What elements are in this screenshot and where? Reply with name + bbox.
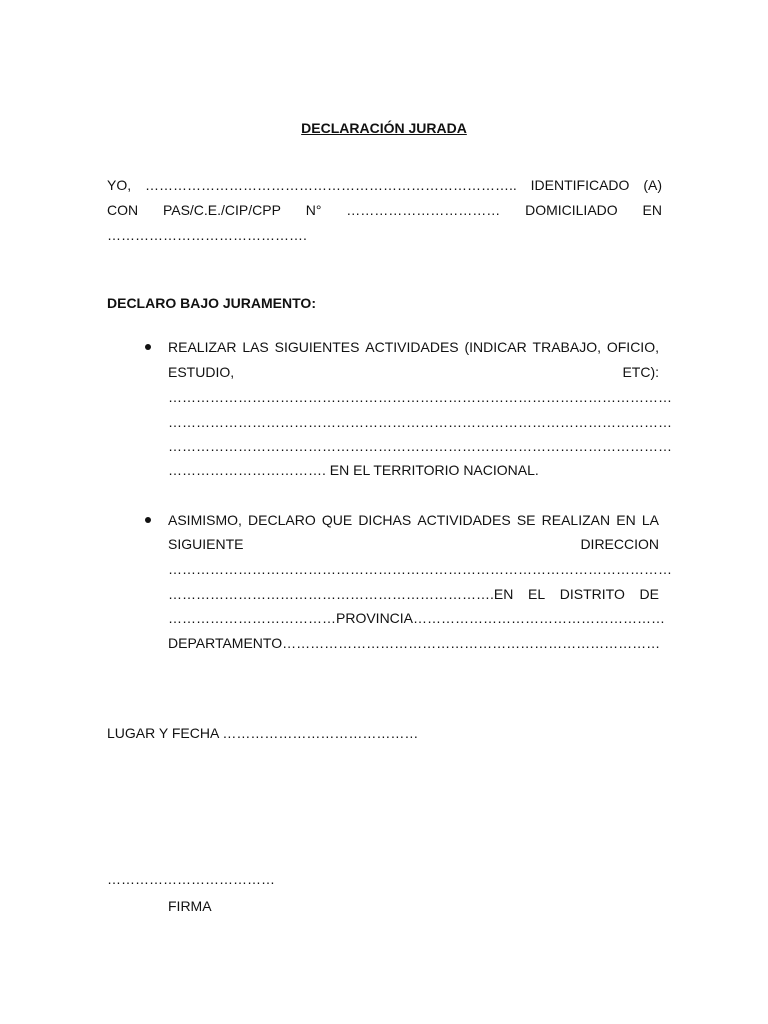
item-word: TRABAJO, bbox=[532, 339, 602, 355]
item-word: DE bbox=[639, 586, 659, 602]
item-word: EN bbox=[616, 512, 636, 528]
item2-line-2 bbox=[168, 535, 659, 553]
item-word: ETC): bbox=[622, 364, 659, 380]
item-word: ASIMISMO, bbox=[168, 512, 242, 528]
item-word: SIGUIENTES bbox=[274, 339, 360, 355]
activities-blank: ……………………………………………………………………………………………… bbox=[168, 414, 672, 430]
item-word: LAS bbox=[242, 339, 269, 355]
intro-word: YO, bbox=[107, 177, 132, 193]
item-word: QUE bbox=[321, 512, 353, 528]
activities-blank: ……………………………………………………………………………………………… bbox=[168, 389, 672, 405]
item-word: ACTIVIDADES bbox=[417, 512, 511, 528]
item-word: REALIZAN bbox=[541, 512, 611, 528]
declaro-heading: DECLARO BAJO JURAMENTO: bbox=[107, 295, 316, 311]
bullet-icon bbox=[145, 344, 151, 350]
item1-line-1 bbox=[168, 338, 659, 356]
item1-line-2 bbox=[168, 363, 659, 381]
item-word: ACTIVIDADES bbox=[365, 339, 459, 355]
item-word: …………………………………………………………….EN bbox=[168, 586, 514, 602]
item-word: EL bbox=[528, 586, 546, 602]
item-word: DECLARO bbox=[248, 512, 316, 528]
intro-word: EN bbox=[642, 202, 662, 218]
item-word: DISTRITO bbox=[559, 586, 625, 602]
item-word: LA bbox=[641, 512, 659, 528]
address-blank: ……………………………………………………………………………………………… bbox=[168, 561, 672, 577]
place-date-line: LUGAR Y FECHA …………………………………… bbox=[107, 725, 419, 741]
address-blank: ……………………………………. bbox=[107, 227, 307, 243]
bullet-icon bbox=[145, 517, 151, 523]
province-blank: ………………………………PROVINCIA……………………………………………… bbox=[168, 610, 666, 626]
intro-word: PAS/C.E./CIP/CPP bbox=[162, 202, 281, 218]
item-word: ESTUDIO, bbox=[168, 364, 235, 380]
item-word: (INDICAR bbox=[464, 339, 527, 355]
intro-word: N° bbox=[305, 202, 322, 218]
signature-label: FIRMA bbox=[168, 898, 212, 914]
item1-line-6: ……………………………. EN EL TERRITORIO NACIONAL. bbox=[168, 462, 539, 478]
intro-line-2 bbox=[107, 201, 662, 219]
item2-line-4 bbox=[168, 585, 659, 603]
intro-word: CON bbox=[107, 202, 139, 218]
item-word: REALIZAR bbox=[168, 339, 237, 355]
item-word: OFICIO, bbox=[606, 339, 659, 355]
intro-word: (A) bbox=[643, 177, 662, 193]
document-number-blank: …………………………… bbox=[346, 202, 501, 218]
item-word: SIGUIENTE bbox=[168, 536, 244, 552]
item-word: DIRECCION bbox=[580, 536, 659, 552]
intro-word: IDENTIFICADO bbox=[530, 177, 630, 193]
item-word: DICHAS bbox=[358, 512, 412, 528]
document-title: DECLARACIÓN JURADA bbox=[301, 120, 467, 136]
signature-line: ……………………………… bbox=[107, 871, 275, 887]
department-blank: DEPARTAMENTO……………………………………………………………………… bbox=[168, 635, 661, 651]
intro-line-1 bbox=[107, 176, 662, 194]
intro-word: DOMICILIADO bbox=[525, 202, 618, 218]
name-blank: …………………………………………………………………….. bbox=[145, 177, 517, 193]
item-word: SE bbox=[516, 512, 536, 528]
item2-line-1 bbox=[168, 511, 659, 529]
activities-blank: ……………………………………………………………………………………………… bbox=[168, 438, 672, 454]
